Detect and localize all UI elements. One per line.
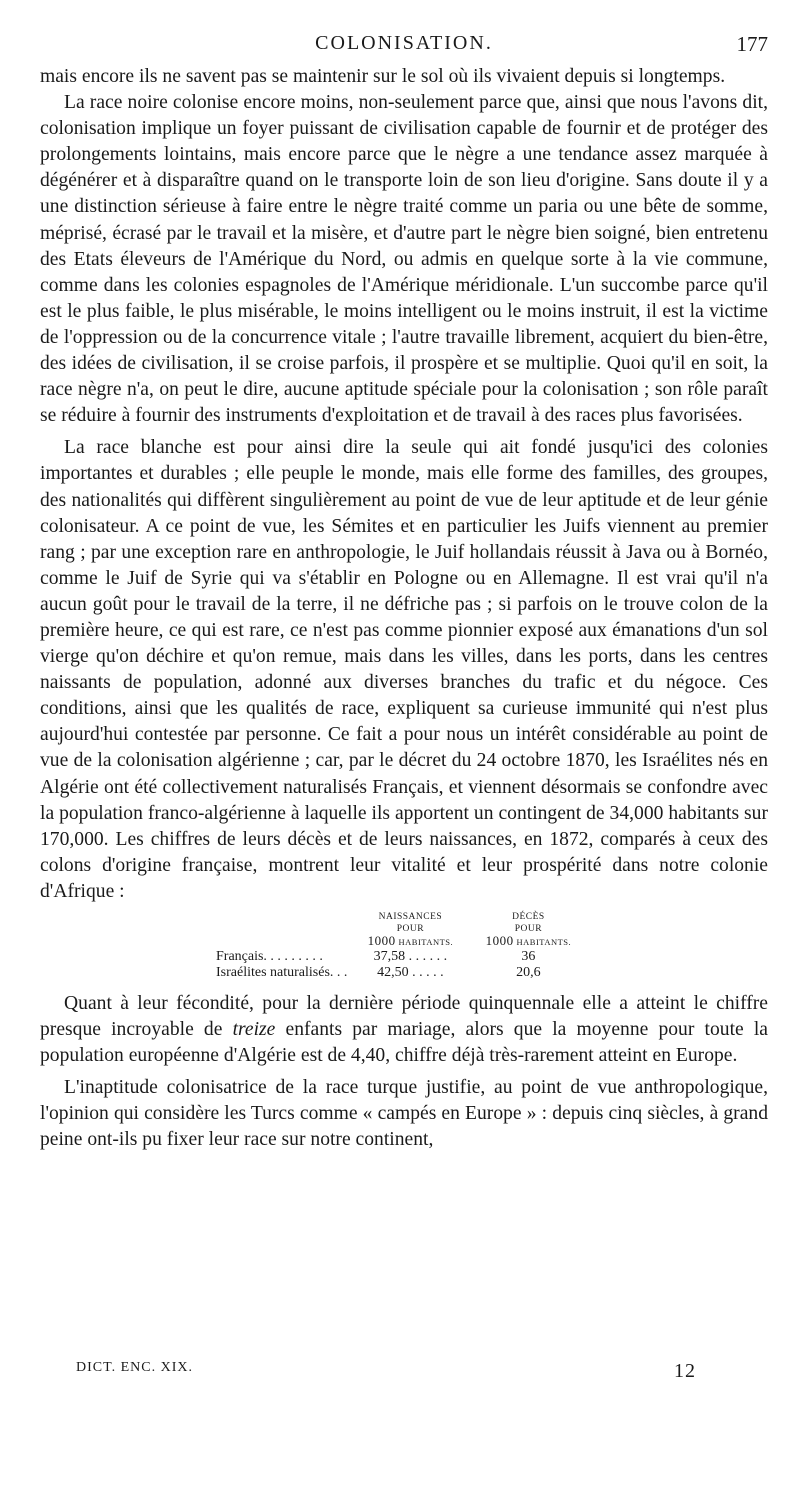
statistics-table — [40, 911, 768, 981]
running-header — [40, 28, 768, 64]
row-label: Israélites naturalisés. . . — [216, 965, 348, 980]
paragraph-3: La race blanche est pour ainsi dire la seule qui ait fondé jusqu'ici des colonies importantes et durables ; elle peuple le monde, mais elle forme des familles, des groupes, des nationalités qui diffèrent singulièrement au point de vue de leur aptitude et de leur génie colonisateur. A ce point de vue, les Sémites et en particulier les Juifs viennent au premier rang ; par une exception rare en anthropologie, le Juif hollandais réussit à Java ou à Bornéo, comme le Juif de Syrie qui va s'établir en Pologne ou en Allemagne. Il est vrai qu'il n'a aucun goût pour le travail de la terre, il ne défriche pas ; si parfois on le trouve colon de la première heure, ce qui est rare, ce n'est pas comme pionnier exposé aux émanations d'un sol vierge qu'on déchire et qu'on remue, mais dans les villes, dans les ports, dans les centres naissants de population, adonné aux diverses branches du trafic et du négoce. Ces conditions, ainsi que les qualités de race, expliquent sa curieuse immunité qui n'est plus aujourd'hui contestée par personne. Ce fait a pour nous un intérêt considérable au point de vue de la colonisation algérienne ; car, par le décret du 24 octobre 1870, les Israélites nés en Algérie ont été collectivement naturalisés Français, et viennent désormais se confondre avec la population franco-algérienne à laquelle ils apportent un contingent de 34,000 habitants sur 170,000. Les chiffres de leurs décès et de leurs naissances, en 1872, comparés à ceux des colons d'origine française, montrent leur vitalité et leur prospérité dans notre colonie d'Afrique : — [40, 437, 768, 902]
sheet-number: 12 — [674, 1360, 696, 1382]
row-label: Français. . . . . . . . . — [216, 949, 323, 964]
paragraph-2: La race noire colonise encore moins, non-seulement parce que, ainsi que nous l'avons dit, colonisation implique un foyer puissant de civilisation capable de fournir et de protéger des prolongements lointains, mais encore parce que le nègre a une tendance assez marquée à dégénérer et à disparaître quand on le transporte loin de son lieu d'origine. Sans doute il y a une distinction sérieuse à faire entre le nègre traité comme un paria ou une bête de somme, méprisé, écrasé par le travail et la misère, et d'autre part le nègre bien soigné, bien entretenu des Etats éleveurs de l'Amérique du Nord, ou admis en quelque sorte à la vie commune, comme dans les colonies espagnoles de l'Amérique méridionale. L'un succombe parce qu'il est le plus faible, le plus misérable, le moins intelligent ou le moins instruit, il est la victime de l'oppression ou de la concurrence vitale ; l'autre travaille librement, acquiert du bien-être, des idées de civilisation, il se croise parfois, il prospère et se multiplie. Quoi qu'il en soit, la race nègre n'a, on peut le dire, aucune aptitude spéciale pour la colonisation ; son rôle paraît se réduire à fournir des instruments d'exploitation et de travail à des races plus favorisées. — [40, 92, 768, 427]
deaths-value: 20,6 — [516, 965, 541, 980]
page-number: 177 — [736, 32, 768, 56]
page-footer — [76, 1360, 696, 1384]
signature-mark: DICT. ENC. XIX. — [76, 1360, 194, 1375]
table-row: Français. . . . . . . . . 37,58 . . . . . . 36 — [216, 949, 587, 965]
births-header: NAISSANCES POUR 1000 HABITANTS. — [367, 912, 454, 948]
deaths-header: DÉCÈS POUR 1000 HABITANTS. — [485, 912, 572, 948]
paragraph-1: mais encore ils ne savent pas se maintenir sur le sol où ils vivaient depuis si longtemps. — [40, 66, 726, 87]
paragraph-4: Quant à leur fécondité, pour la dernière période quinquennale elle a atteint le chiffre presque incroyable de treize enfants par mariage, alors que la moyenne pour toute la population européenne d'Algérie est de 4,40, chiffre déjà très-rarement atteint en Europe. — [40, 993, 768, 1067]
births-value: 37,58 — [373, 949, 406, 964]
document-page — [40, 28, 768, 1154]
running-title: COLONISATION. — [315, 32, 493, 54]
paragraph-5: L'inaptitude colonisatrice de la race turque justifie, au point de vue anthropologique, l'opinion qui considère les Turcs comme « campés en Europe » : depuis cinq siècles, à grand peine ont-ils pu fixer leur race sur notre continent, — [40, 1077, 768, 1151]
table-row: Israélites naturalisés. . . 42,50 . . . . . 20,6 — [216, 965, 587, 981]
deaths-value: 36 — [521, 949, 536, 964]
births-value: 42,50 — [377, 965, 409, 980]
